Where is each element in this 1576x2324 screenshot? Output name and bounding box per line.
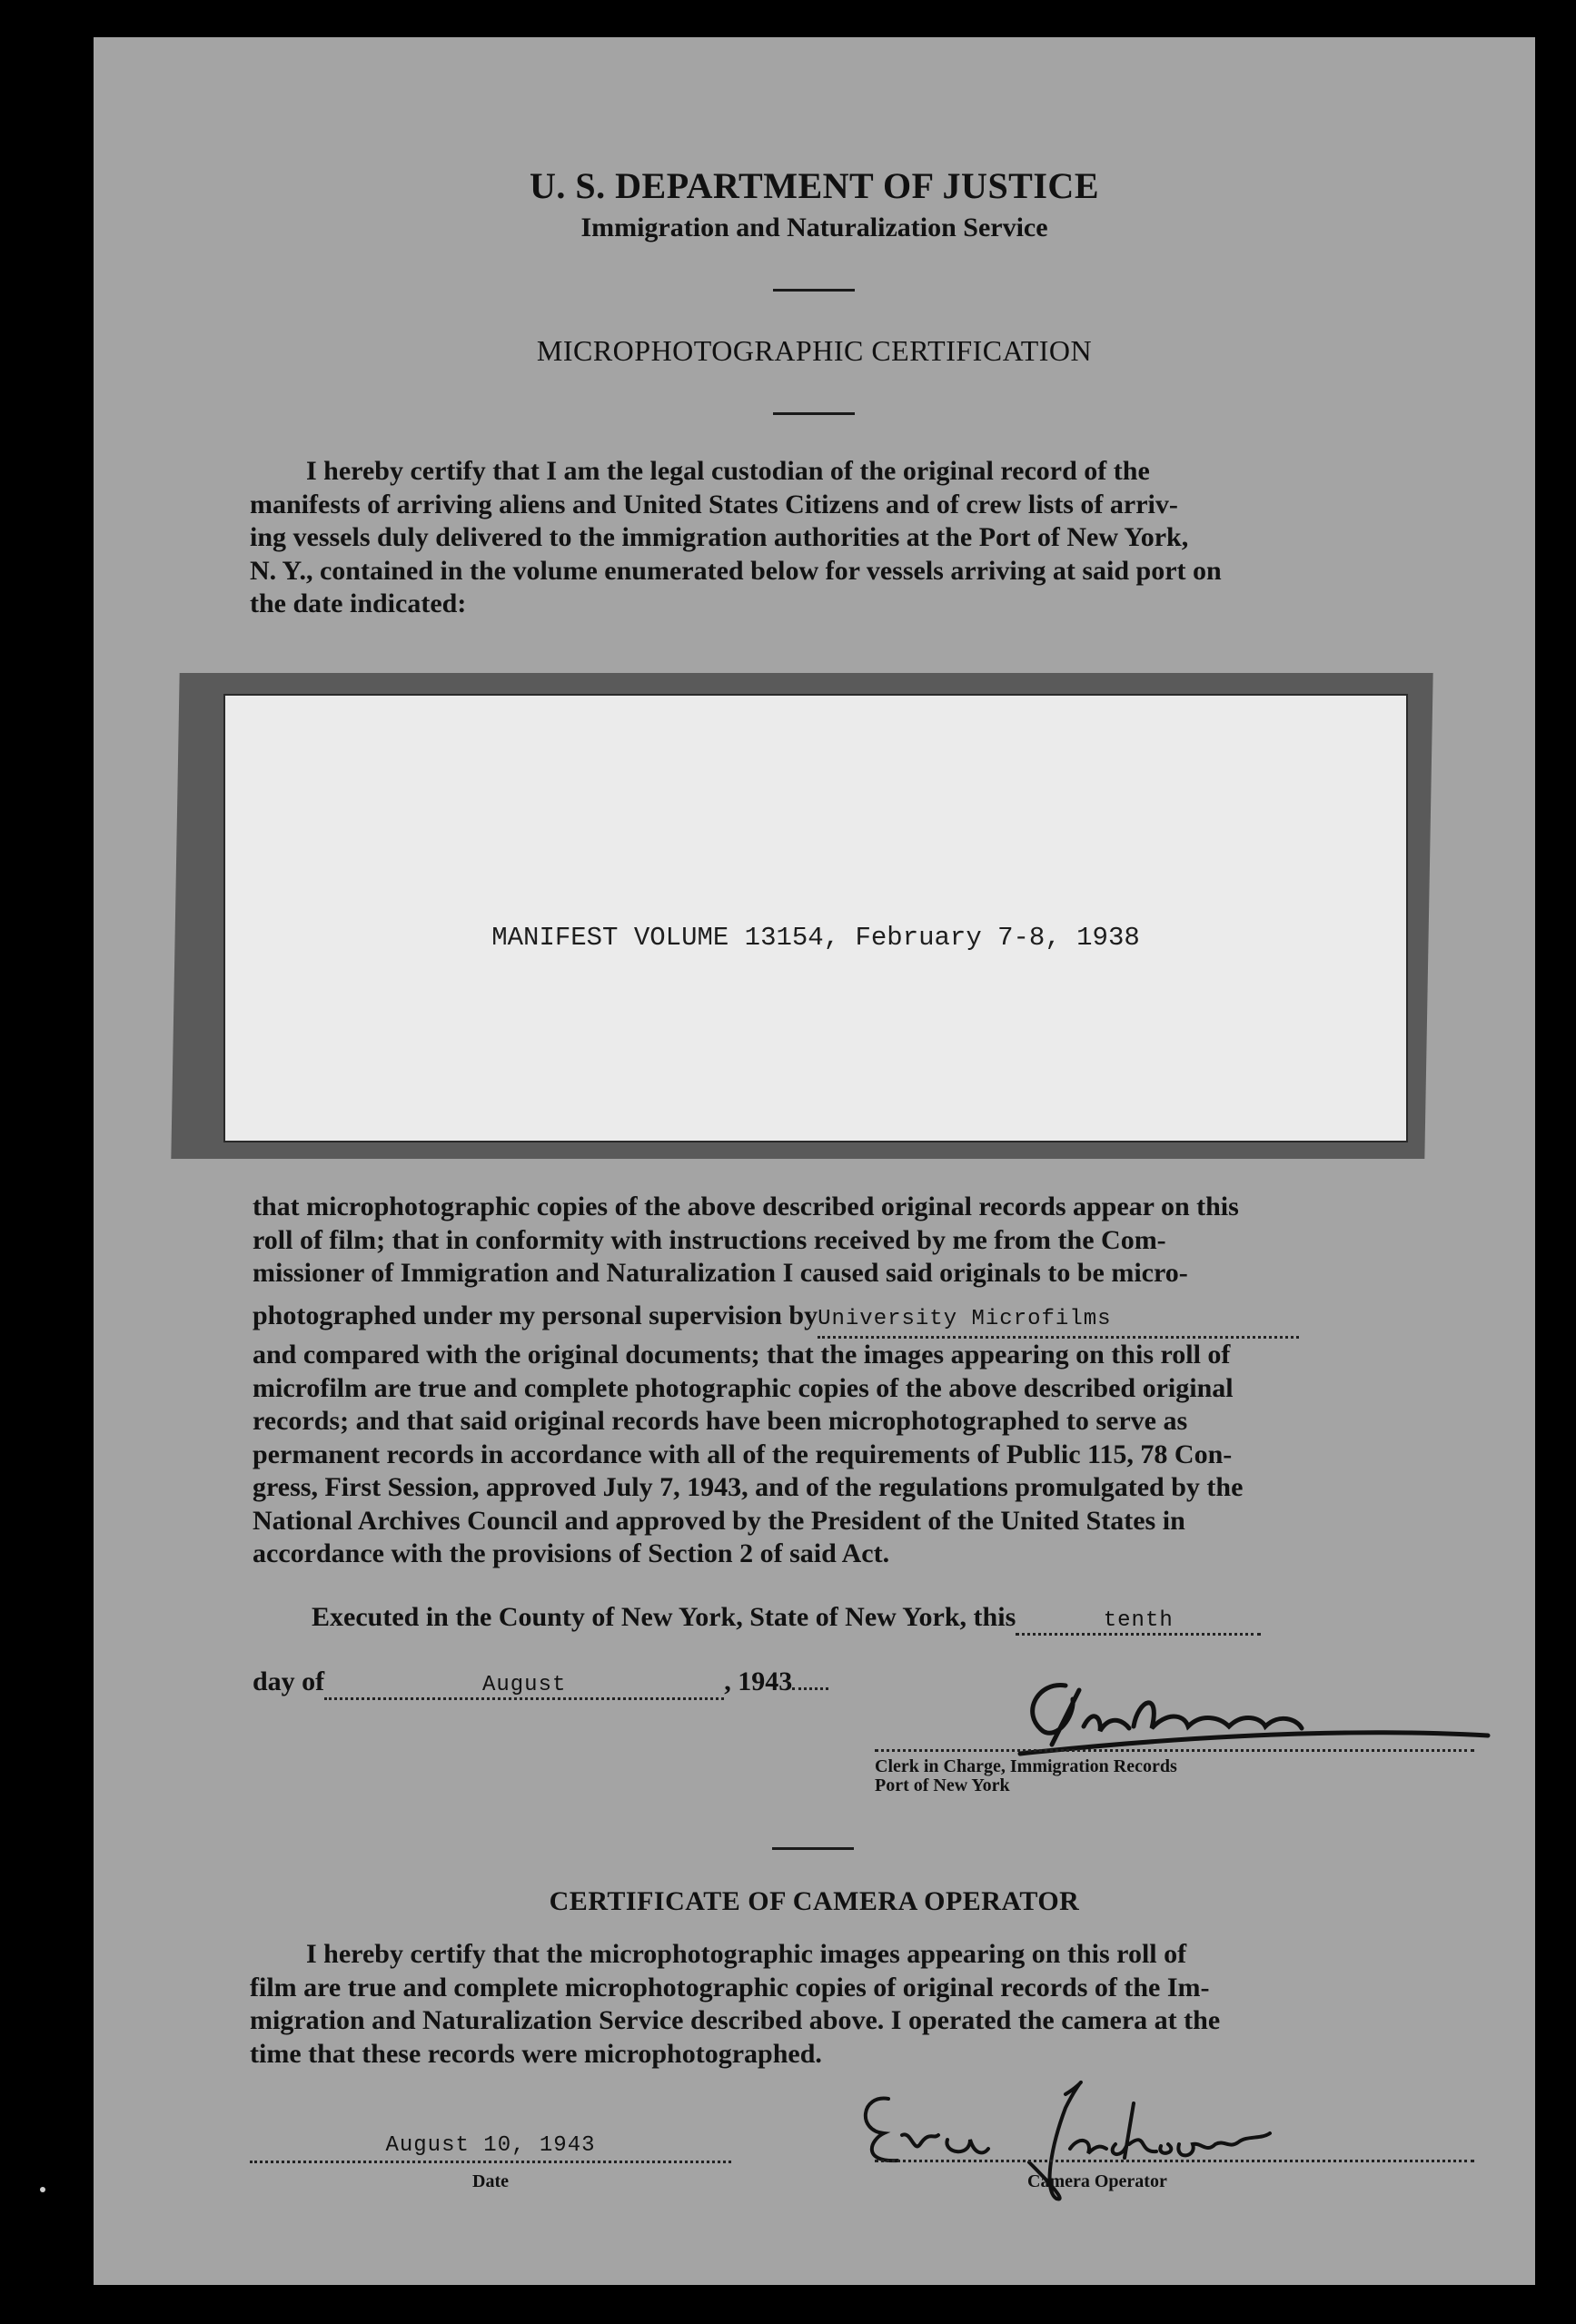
paragraph-line: roll of film; that in conformity with instructions received by me from the Com- (253, 1224, 1166, 1255)
operator-signature-line (875, 2160, 1474, 2162)
service-subheading: Immigration and Naturalization Service (580, 213, 1048, 242)
operator-signature (834, 2053, 1343, 2217)
clerk-title-line: Port of New York (875, 1775, 1010, 1795)
clerk-title (875, 1757, 1177, 1795)
month-field (324, 1666, 724, 1700)
paragraph-line: gress, First Session, approved July 7, 1943, and of the regulations promulgated by the (253, 1472, 1244, 1502)
supervision-prefix: photographed under my personal supervision by (253, 1300, 818, 1330)
execution-line (312, 1602, 1261, 1636)
clerk-title-line: Clerk in Charge, Immigration Records (875, 1756, 1177, 1776)
day-field (1016, 1602, 1261, 1636)
paragraph-line: National Archives Council and approved by the President of the United States in (253, 1505, 1185, 1536)
camera-certificate-title: CERTIFICATE OF CAMERA OPERATOR (549, 1886, 1080, 1916)
day-of-label: day of (253, 1666, 325, 1696)
certification-title: MICROPHOTOGRAPHIC CERTIFICATION (536, 334, 1093, 367)
camera-certificate-paragraph (250, 1938, 1475, 2071)
certificate-page (94, 37, 1535, 2285)
custodian-paragraph (250, 455, 1475, 621)
film-speck (40, 2187, 45, 2192)
execution-prefix: Executed in the County of New York, State of New York, this (312, 1602, 1016, 1632)
copies-paragraph (253, 1191, 1475, 1571)
supervisor-value: University Microfilms (818, 1306, 1112, 1331)
divider (773, 412, 855, 415)
year-value: , 1943 (724, 1666, 793, 1696)
year-trailing-dots (792, 1687, 828, 1690)
paragraph-line: the date indicated: (250, 588, 467, 618)
paragraph-line: film are true and complete microphotographic copies of original records of the Im- (250, 1972, 1210, 2003)
date-value: August 10, 1943 (385, 2133, 596, 2158)
operator-label: Camera Operator (1027, 2171, 1167, 2191)
paragraph-line: records; and that said original records have been microphotographed to serve as (253, 1406, 1188, 1436)
paragraph-line: microfilm are true and complete photographic copies of the above described original (253, 1372, 1234, 1403)
supervision-line (253, 1300, 1475, 1340)
paragraph-line: accordance with the provisions of Section 2 of said Act. (253, 1538, 890, 1568)
paragraph-line: I hereby certify that I am the legal custodian of the original record of the (306, 456, 1150, 486)
date-field (250, 2126, 731, 2163)
manifest-volume-text: MANIFEST VOLUME 13154, February 7-8, 1938 (491, 923, 1140, 953)
day-value: tenth (1103, 1608, 1174, 1633)
divider (773, 289, 855, 292)
paragraph-line: and compared with the original documents; that the images appearing on this roll of (253, 1340, 1231, 1370)
clerk-signature-line (875, 1749, 1474, 1752)
supervisor-field (818, 1300, 1299, 1340)
paragraph-line: migration and Naturalization Service described above. I operated the camera at the (250, 2005, 1221, 2035)
paragraph-line: N. Y., contained in the volume enumerated below for vessels arriving at said port on (250, 555, 1222, 586)
divider (772, 1847, 854, 1850)
paragraph-line: that microphotographic copies of the above described original records appear on this (253, 1192, 1239, 1221)
paragraph-line: manifests of arriving aliens and United States Citizens and of crew lists of arriv- (250, 489, 1178, 519)
date-label: Date (472, 2171, 509, 2191)
paragraph-line: permanent records in accordance with all of the requirements of Public 115, 78 Con- (253, 1439, 1233, 1469)
department-heading: U. S. DEPARTMENT OF JUSTICE (530, 165, 1099, 206)
month-value: August (481, 1673, 567, 1697)
paragraph-line: missioner of Immigration and Naturalization I caused said originals to be micro- (253, 1258, 1188, 1288)
paragraph-line: ing vessels duly delivered to the immigration authorities at the Port of New York, (250, 522, 1189, 552)
month-line (253, 1666, 828, 1700)
paragraph-line: I hereby certify that the microphotographic images appearing on this roll of (306, 1939, 1187, 1969)
paragraph-line: time that these records were microphotographed. (250, 2038, 822, 2069)
manifest-slip (225, 696, 1406, 1141)
